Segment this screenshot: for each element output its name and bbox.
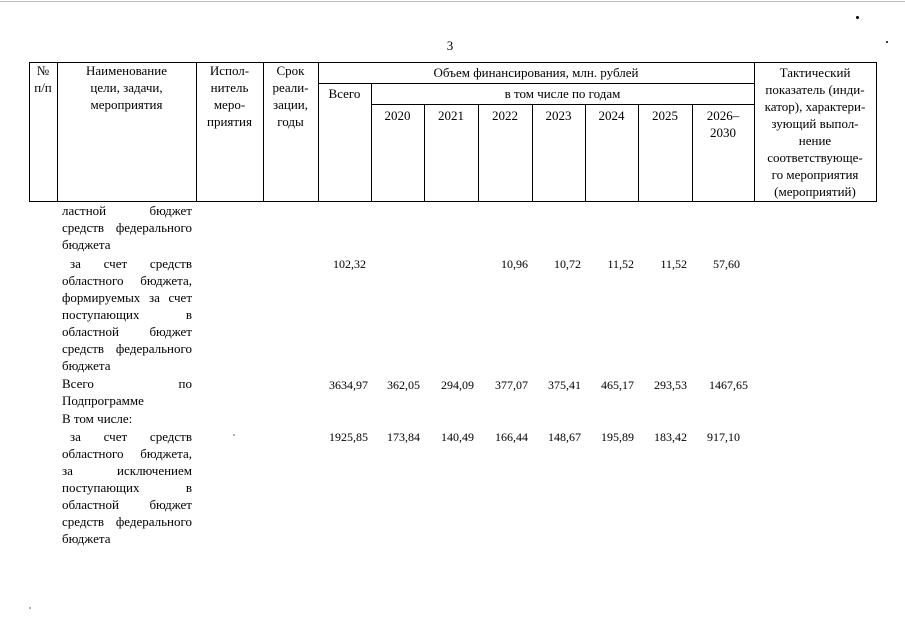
row-2-2023: 375,41 <box>548 378 581 392</box>
header-term: Срок реали- зации, годы <box>272 63 309 129</box>
row-2-2026-2030: 1467,65 <box>709 378 748 392</box>
header-year-2025: 2025 <box>652 108 678 123</box>
row-2-2024: 465,17 <box>601 378 634 392</box>
header-indicator: Тактический показатель (инди- катор), характери- зующий выпол- нение соответствующе- го мероприятия (мероприятий) <box>764 65 866 199</box>
row-1-2023: 10,72 <box>554 257 581 271</box>
header-years-group: в том числе по годам <box>504 86 621 101</box>
header-funding: Объем финансирования, млн. рублей <box>433 65 639 80</box>
header-year-2020: 2020 <box>384 108 411 123</box>
row-1-2026-2030: 57,60 <box>713 257 740 271</box>
scan-speck <box>886 41 888 43</box>
funding-subheader-line <box>318 83 754 84</box>
row-2-2022: 377,07 <box>495 378 528 392</box>
row-1-2022: 10,96 <box>501 257 528 271</box>
row-4-2021: 140,49 <box>441 430 474 444</box>
row-4-2023: 148,67 <box>548 430 581 444</box>
row-3-name: В том числе: <box>62 411 133 426</box>
row-1-2025: 11,52 <box>660 257 687 271</box>
row-4-2025: 183,42 <box>654 430 687 444</box>
row-0-name: ластной бюджет средств федерального бюджета <box>62 203 192 252</box>
header-name: Наименование цели, задачи, мероприятия <box>86 63 167 112</box>
row-1-2024: 11,52 <box>607 257 634 271</box>
page-number: 3 <box>446 38 454 53</box>
scan-speck <box>29 607 31 609</box>
years-subheader-line <box>371 104 754 105</box>
header-year-2023: 2023 <box>545 108 572 123</box>
header-number: № п/п <box>34 63 52 95</box>
col-border-4 <box>318 62 319 202</box>
header-total: Всего <box>328 86 361 101</box>
row-2-total: 3634,97 <box>329 378 368 392</box>
scan-speck <box>233 434 235 436</box>
row-4-2026-2030: 917,10 <box>707 430 740 444</box>
scan-speck <box>856 16 859 19</box>
header-executor: Испол- нитель меро- приятия <box>206 63 252 129</box>
row-4-2024: 195,89 <box>601 430 634 444</box>
row-1-name: за счет средств областного бюджета, формируемых за счет поступающих в областной бюджет средств федерального бюджета <box>62 256 192 373</box>
row-2-2020: 362,05 <box>387 378 420 392</box>
row-2-2025: 293,53 <box>654 378 687 392</box>
header-year-2022: 2022 <box>492 108 518 123</box>
row-4-2022: 166,44 <box>495 430 528 444</box>
row-4-name: за счет средств областного бюджета, за исключением поступающих в областной бюджет средств федерального бюджета <box>62 429 192 546</box>
col-border-right <box>876 62 877 202</box>
header-year-2024: 2024 <box>598 108 625 123</box>
row-4-total: 1925,85 <box>329 430 368 444</box>
row-2-name: Всего по Подпрограмме <box>62 376 192 408</box>
row-4-2020: 173,84 <box>387 430 420 444</box>
header-year-2021: 2021 <box>438 108 464 123</box>
scan-edge-line <box>0 1 905 2</box>
header-year-2026-2030: 2026– 2030 <box>706 108 740 140</box>
row-2-2021: 294,09 <box>441 378 474 392</box>
row-1-total: 102,32 <box>333 257 366 271</box>
